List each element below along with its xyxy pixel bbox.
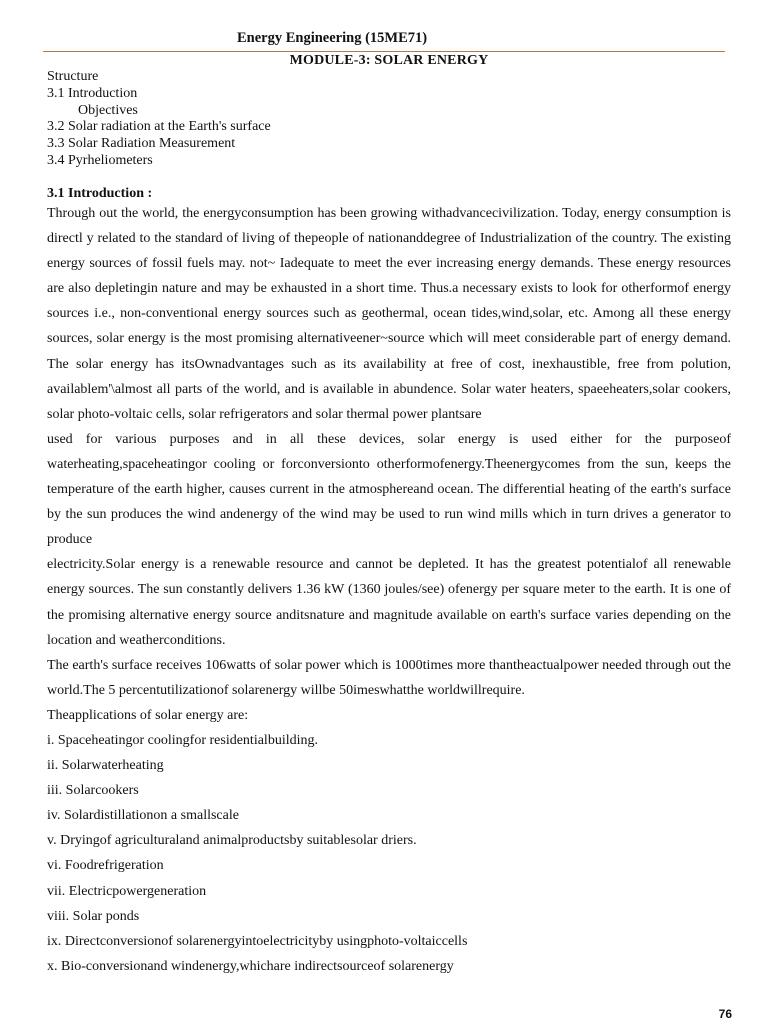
section-heading: 3.1 Introduction : [47, 186, 153, 201]
list-item: viii. Solar ponds [47, 908, 140, 924]
list-item: vi. Foodrefrigeration [47, 858, 164, 874]
table-of-contents [47, 69, 271, 170]
toc-item: 3.4 Pyrheliometers [47, 152, 153, 168]
header-rule [43, 51, 725, 52]
list-item: vii. Electricpowergeneration [47, 883, 207, 899]
list-item: ii. Solarwaterheating [47, 758, 164, 774]
toc-item: 3.1 Introduction [47, 85, 138, 101]
paragraph: electricity.Solar energy is a renewable resource and cannot be depleted. It has the greatest potentialof all renewable energy sources. The sun constantly delivers 1.36 kW (1360 joules/see) ofenergy per square meter to the earth. It is one of the promising alternative energy source anditsnature and magnitude available on earth's surface varies depending on the location and weatherconditions. [47, 557, 731, 648]
applications-intro: Theapplications of solar energy are: [47, 707, 249, 723]
list-item: i. Spaceheatingor coolingfor residentialbuilding. [47, 732, 318, 748]
toc-item: Objectives [78, 102, 138, 118]
page-number: 76 [718, 1007, 732, 1021]
module-title: MODULE-3: SOLAR ENERGY [289, 53, 489, 68]
list-item: iii. Solarcookers [47, 783, 139, 799]
toc-item: Structure [47, 69, 99, 84]
toc-item: 3.3 Solar Radiation Measurement [47, 136, 236, 152]
list-item: ix. Directconversionof solarenergyintoelectricityby usingphoto-voltaiccells [47, 933, 468, 949]
toc-item: 3.2 Solar radiation at the Earth's surface [47, 119, 271, 135]
list-item: v. Dryingof agriculturaland animalproductsby suitablesolar driers. [47, 833, 417, 849]
paragraph: used for various purposes and in all these devices, solar energy is used either for the purposeof waterheating,spaceheatingor cooling or forconversionto otherformofenergy.Theenergycomes from the sun, keeps the temperature of the earth higher, causes current in the atmosphereand ocean. The differential heating of the earth's surface by the sun produces the wind andenergy of the wind may be used to run wind mills which in turn drives a generator to produce [47, 431, 731, 548]
list-item: iv. Solardistillationon a smallscale [47, 808, 239, 824]
list-item: x. Bio-conversionand windenergy,whichare indirectsourceof solarenergy [47, 958, 454, 974]
paragraph: The earth's surface receives 106watts of solar power which is 1000times more thantheactualpower needed through out the world.The 5 percentutilizationof solarenergy willbe 50imeswhatthe worldwillrequire. [47, 657, 731, 698]
paragraph: Through out the world, the energyconsumption has been growing withadvancecivilization. Today, energy consumption is directl y related to the standard of living of thepeople of nationanddegree of Industrialization of the country. The existing energy sources of fossil fuels may. not~ Iadequate to meet the ever increasing energy demands. These energy resources are also depletingin nature and may be exhausted in a short time. Thus.a necessary exists to look for otherformof energy sources i.e., non-conventional energy sources such as geothermal, ocean tides,wind,solar, etc. Among all these energy sources, solar energy is the most promising alternativeener~source which will meet considerable part of energy demand. The solar energy has itsOwnadvantages such as its availability at free of cost, inexhaustible, free from polution, availablem'\almost all parts of the world, and is available in abundence. Solar water heaters, spaeeheaters,solar cookers, solar photo-voltaic cells, solar refrigerators and solar thermal power plantsare [47, 206, 731, 422]
section-body [47, 201, 731, 979]
course-title: Energy Engineering (15ME71) [237, 30, 428, 46]
